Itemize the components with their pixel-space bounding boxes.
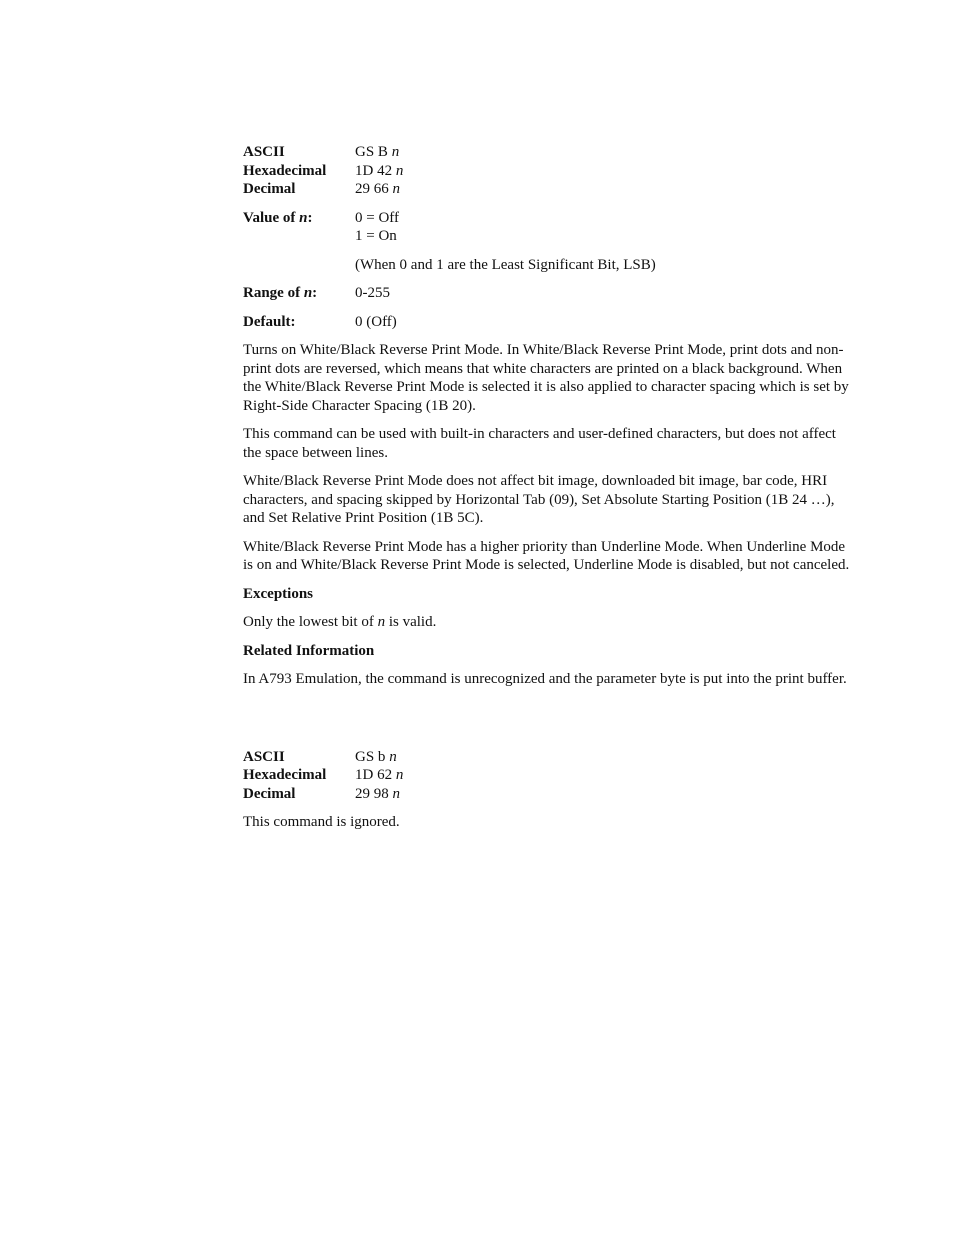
related-information-heading: Related Information [243, 642, 375, 659]
ascii-value-2: GS b n [355, 748, 397, 765]
decimal-label-2: Decimal [243, 785, 296, 802]
ascii-label: ASCII [243, 144, 285, 160]
command-table-gs-b-lower [243, 748, 853, 804]
exceptions-heading: Exceptions [243, 585, 314, 602]
description-paragraph-3: White/Black Reverse Print Mode does not affect bit image, downloaded bit image, bar code, HRI characters, and spacing skipped by Horizontal Tab (09), Set Absolute Starting Position (1B 24 …), and Set Relative Print Position (1B 5C). [243, 473, 835, 526]
ascii-label-2: ASCII [243, 748, 285, 765]
description-paragraph-1: Turns on White/Black Reverse Print Mode. In White/Black Reverse Print Mode, print dots and non-print dots are reversed, which means that white characters are printed on a black background. When the White/Black Reverse Print Mode is selected it is also applied to character spacing which is set by Right-Side Character Spacing (1B 20). [243, 342, 849, 414]
range-value: 0-255 [355, 285, 390, 301]
value-of-n-values [355, 209, 853, 246]
related-information-text: In A793 Emulation, the command is unrecognized and the parameter byte is put into the print buffer. [243, 671, 847, 687]
hex-value-2: 1D 62 n [355, 767, 404, 783]
value-note: (When 0 and 1 are the Least Significant Bit, LSB) [355, 256, 656, 273]
hex-value: 1D 42 n [355, 162, 404, 179]
hex-label: Hexadecimal [243, 162, 327, 179]
default-label: Default: [243, 313, 296, 330]
decimal-row [243, 180, 853, 199]
decimal-row-2 [243, 785, 853, 804]
decimal-value: 29 66 n [355, 181, 400, 197]
value-note-row [243, 256, 853, 275]
ascii-value: GS B n [355, 144, 400, 160]
range-label: Range of n: [243, 285, 318, 301]
range-row [243, 284, 853, 303]
default-row [243, 313, 853, 332]
decimal-value-2: 29 98 n [355, 785, 400, 802]
page-content [243, 143, 853, 832]
hex-row-2 [243, 766, 853, 785]
ascii-row [243, 143, 853, 162]
exceptions-text: Only the lowest bit of n is valid. [243, 614, 437, 630]
value-of-n-row [243, 209, 853, 246]
decimal-label: Decimal [243, 181, 296, 197]
value-off: 0 = Off [355, 209, 400, 226]
hex-label-2: Hexadecimal [243, 767, 327, 783]
ignored-note: This command is ignored. [243, 814, 400, 830]
description-paragraph-4: White/Black Reverse Print Mode has a higher priority than Underline Mode. When Underline Mode is on and White/Black Reverse Print Mode is selected, Underline Mode is disabled, but not canceled. [243, 538, 850, 573]
value-of-n-label: Value of n: [243, 209, 313, 226]
command-table-gs-b [243, 143, 853, 331]
section-spacer [243, 689, 853, 748]
default-value: 0 (Off) [355, 313, 397, 330]
description-paragraph-2: This command can be used with built-in characters and user-defined characters, but does not affect the space between lines. [243, 426, 836, 461]
ascii-row-2 [243, 748, 853, 767]
value-on: 1 = On [355, 228, 397, 244]
hex-row [243, 162, 853, 181]
